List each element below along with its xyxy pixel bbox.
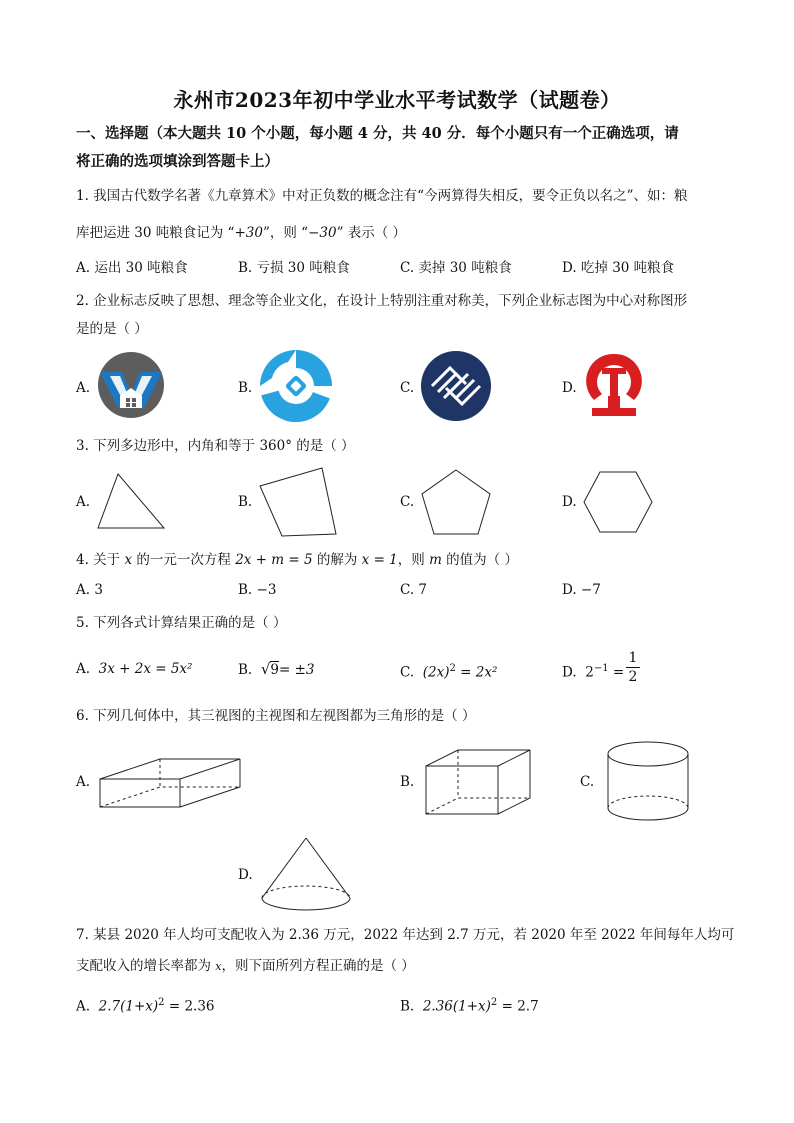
cone-figure xyxy=(260,836,352,916)
q2-label-d: D. xyxy=(562,380,577,396)
q5-text: 5. 下列各式计算结果正确的是（ ） xyxy=(76,615,287,631)
q6-label-d: D. xyxy=(238,867,253,883)
q3-label-d: D. xyxy=(562,494,577,510)
cylinder-figure xyxy=(606,740,692,824)
q2-line1: 2. 企业标志反映了思想、理念等企业文化，在设计上特别注重对称美，下列企业标志图为中心对称图形 xyxy=(76,293,688,309)
q3-label-c: C. xyxy=(400,494,415,510)
q4-option-c: C. 7 xyxy=(400,582,428,598)
triangle-figure xyxy=(96,472,166,532)
q2-label-a: A. xyxy=(76,380,91,396)
page-title: 永州市2023年初中学业水平考试数学（试题卷） xyxy=(173,88,621,112)
logo-c-image xyxy=(420,350,492,422)
q6-label-a: A. xyxy=(76,774,91,790)
q1-line2: 库把运进 30 吨粮食记为 “+30”，则 “−30” 表示（ ） xyxy=(76,225,407,241)
q1-option-d: D. 吃掉 30 吨粮食 xyxy=(562,260,675,276)
pentagon-figure xyxy=(420,468,492,536)
q1-option-b: B. 亏损 30 吨粮食 xyxy=(238,260,350,276)
q1-option-a: A. 运出 30 吨粮食 xyxy=(76,260,188,276)
q4-option-b: B. −3 xyxy=(238,582,277,598)
logo-a-image xyxy=(96,350,166,420)
q6-label-b: B. xyxy=(400,774,415,790)
q7-option-a: A. $2.7(1+x)^2 = 2.36$ xyxy=(76,997,215,1015)
q5-option-b: B. √9= ±3 xyxy=(238,660,315,678)
q4-option-d: D. −7 xyxy=(562,582,601,598)
q5-option-c: C. $(2x)^2 = 2x^2$ xyxy=(400,663,498,681)
q5-d-fraction: 1 2 xyxy=(626,650,640,686)
q1-line1: 1. 我国古代数学名著《九章算术》中对正负数的概念注有“今两算得失相反，要令正负以名之”、如：粮 xyxy=(76,188,688,204)
logo-d-image xyxy=(582,350,646,424)
q7-option-b: B. $2.36(1+x)^2 = 2.7$ xyxy=(400,997,539,1015)
q3-label-a: A. xyxy=(76,494,91,510)
q2-label-c: C. xyxy=(400,380,415,396)
section-heading-line2: 将正确的选项填涂到答题卡上） xyxy=(76,153,279,170)
q7-line1: 7. 某县 2020 年人均可支配收入为 2.36 万元，2022 年达到 2.7 万元，若 2020 年至 2022 年间每年人均可 xyxy=(76,927,735,943)
q2-line2: 是的是（ ） xyxy=(76,321,148,337)
logo-b-image xyxy=(258,348,334,424)
q2-label-b: B. xyxy=(238,380,253,396)
q1-option-c: C. 卖掉 30 吨粮食 xyxy=(400,260,512,276)
quadrilateral-figure xyxy=(258,466,338,538)
cuboid-figure xyxy=(424,748,534,818)
q5-option-d: D. $2^{-1}$ = xyxy=(562,663,625,681)
q7-line2: 支配收入的增长率都为 x，则下面所列方程正确的是（ ） xyxy=(76,958,415,974)
q6-label-c: C. xyxy=(580,774,595,790)
section-heading-line1: 一、选择题（本大题共 10 个小题，每小题 4 分，共 40 分．每个小题只有一个正确选项，请 xyxy=(76,125,679,142)
q3-text: 3. 下列多边形中，内角和等于 360° 的是（ ） xyxy=(76,438,355,454)
q6-text: 6. 下列几何体中，其三视图的主视图和左视图都为三角形的是（ ） xyxy=(76,708,476,724)
hexagon-figure xyxy=(582,470,654,534)
q5-option-a: A. 3x + 2x = 5x² xyxy=(76,661,193,677)
q4-option-a: A. 3 xyxy=(76,582,103,598)
q4-text: 4. 关于 x 的一元一次方程 2x + m = 5 的解为 x = 1，则 m 的值为（ ） xyxy=(76,552,518,568)
q3-label-b: B. xyxy=(238,494,253,510)
flat-cuboid-figure xyxy=(98,757,244,809)
